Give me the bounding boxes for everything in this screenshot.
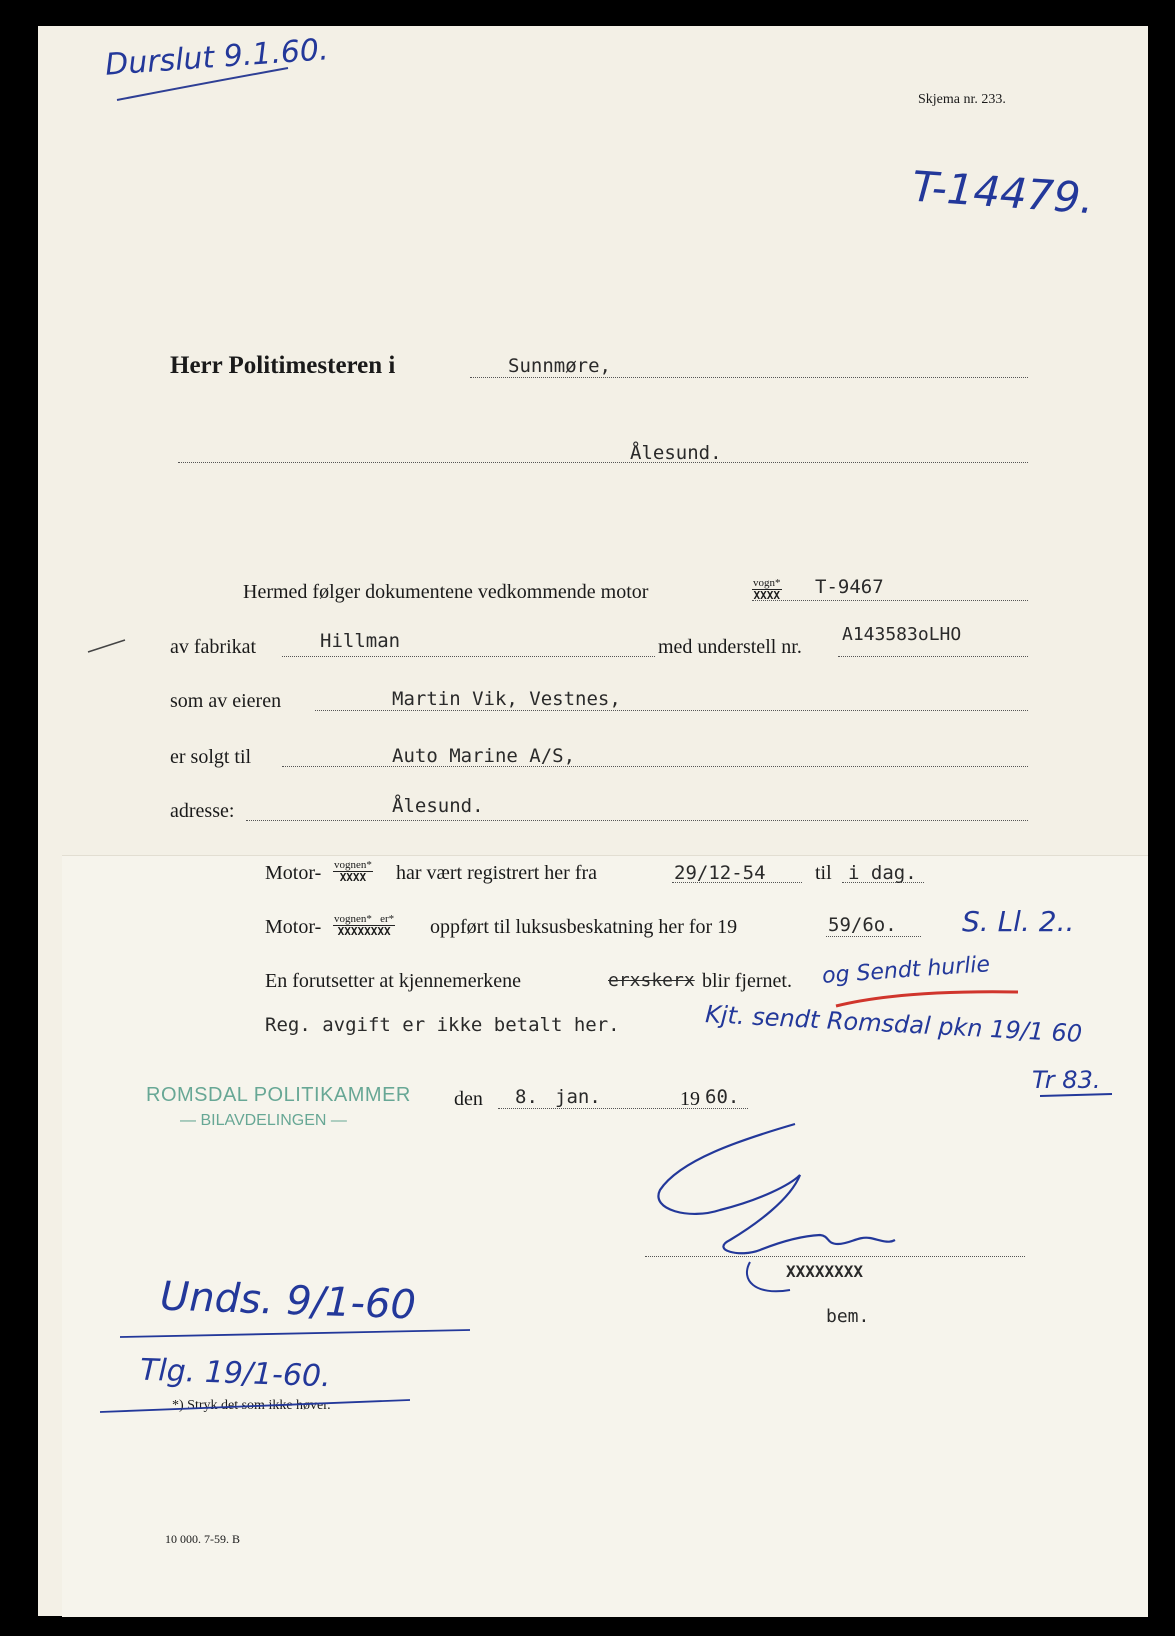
reg-line-mid: har vært registrert her fra	[396, 862, 598, 884]
plates-prefix: En forutsetter at kjennemerkene	[265, 970, 521, 992]
handwritten-tilleggs: Tlg. 19/1-60.	[139, 1352, 332, 1395]
schema-number: Skjema nr. 233.	[918, 92, 1006, 107]
owner-dotted-line	[315, 710, 1028, 711]
date-year: 60.	[705, 1086, 740, 1108]
city-dotted-line	[178, 462, 1028, 463]
date-month: jan.	[555, 1086, 601, 1108]
handwritten-kjennemerke-note: og Sendt hurlie	[821, 952, 991, 989]
motor-fraction	[752, 578, 782, 601]
reg-number-dotted-line	[752, 600, 1028, 601]
handwritten-undersokt: Unds. 9/1-60	[159, 1273, 417, 1329]
handwritten-luksus-note: S. Ll. 2..	[962, 905, 1075, 938]
intro-text: Hermed følger dokumentene vedkommende motor	[243, 581, 649, 603]
stamp-line2: — BILAVDELINGEN —	[180, 1112, 347, 1129]
make-dotted-line	[282, 656, 655, 657]
handwritten-side-note-line2: Tr 83.	[1032, 1066, 1101, 1094]
chassis-label: med understell nr.	[658, 636, 802, 658]
reg-until: i dag.	[848, 862, 917, 884]
plates-struck-text: erxskerx	[608, 970, 695, 991]
reg-fraction-top: vognen*	[334, 859, 372, 871]
lux-line: oppført til luksusbeskatning her for 19	[430, 916, 738, 938]
addressee-value: Sunnmøre,	[508, 355, 611, 377]
address-value: Ålesund.	[392, 795, 484, 817]
chassis-value: A143583oLHO	[842, 624, 962, 645]
plates-suffix: blir fjernet.	[702, 970, 792, 992]
date-dotted-line	[498, 1108, 748, 1109]
reg-fraction-bottom: XXXX	[339, 871, 367, 884]
addressee-dotted-line	[470, 377, 1028, 378]
lux-prefix: Motor-	[265, 916, 322, 938]
signer-struck-text: XXXXXXXX	[786, 1262, 864, 1281]
fee-line: Reg. avgift er ikke betalt her.	[265, 1014, 620, 1036]
motor-fraction-top: vogn*	[753, 577, 781, 589]
handwritten-file-number: T-14479.	[910, 161, 1096, 224]
stamp-line1: ROMSDAL POLITIKAMMER	[146, 1084, 411, 1106]
reg-number: T-9467	[815, 576, 884, 598]
owner-label: som av eieren	[170, 690, 282, 712]
signature-dotted-line	[645, 1256, 1025, 1257]
motor-fraction-bottom: XXXX	[753, 589, 780, 602]
address-dotted-line	[246, 820, 1028, 821]
signer-title: bem.	[826, 1306, 870, 1327]
address-label: adresse:	[170, 800, 235, 822]
reg-line-prefix: Motor-	[265, 862, 322, 884]
date-day: 8.	[515, 1086, 538, 1108]
reg-from: 29/12-54	[674, 862, 766, 884]
footnote: *) Stryk det som ikke høver.	[172, 1398, 331, 1413]
date-year-prefix: 19	[680, 1088, 700, 1110]
make-value: Hillman	[320, 630, 401, 652]
reg-fraction	[333, 860, 373, 883]
lux-fraction-top: vognen* er*	[334, 913, 395, 925]
lux-fraction	[333, 914, 395, 937]
print-code: 10 000. 7-59. B	[165, 1532, 240, 1546]
handwritten-side-note-line1: Kjt. sendt Romsdal pkn 19/1 60	[704, 1000, 1083, 1048]
chassis-dotted-line	[838, 656, 1028, 657]
lux-fraction-bottom: XXXXXXXX	[337, 925, 391, 938]
handwritten-top-left-note: Durslut 9.1.60.	[104, 32, 330, 83]
city-value: Ålesund.	[630, 442, 722, 464]
sold-value: Auto Marine A/S,	[392, 745, 576, 767]
lux-year: 59/6o.	[828, 914, 897, 936]
date-label: den	[454, 1088, 483, 1110]
lux-year-dotted-line	[826, 936, 921, 937]
reg-until-label: til	[815, 862, 832, 884]
sold-label: er solgt til	[170, 746, 252, 768]
addressee-label: Herr Politimesteren i	[170, 352, 396, 379]
make-label: av fabrikat	[170, 636, 257, 658]
owner-value: Martin Vik, Vestnes,	[392, 688, 621, 710]
